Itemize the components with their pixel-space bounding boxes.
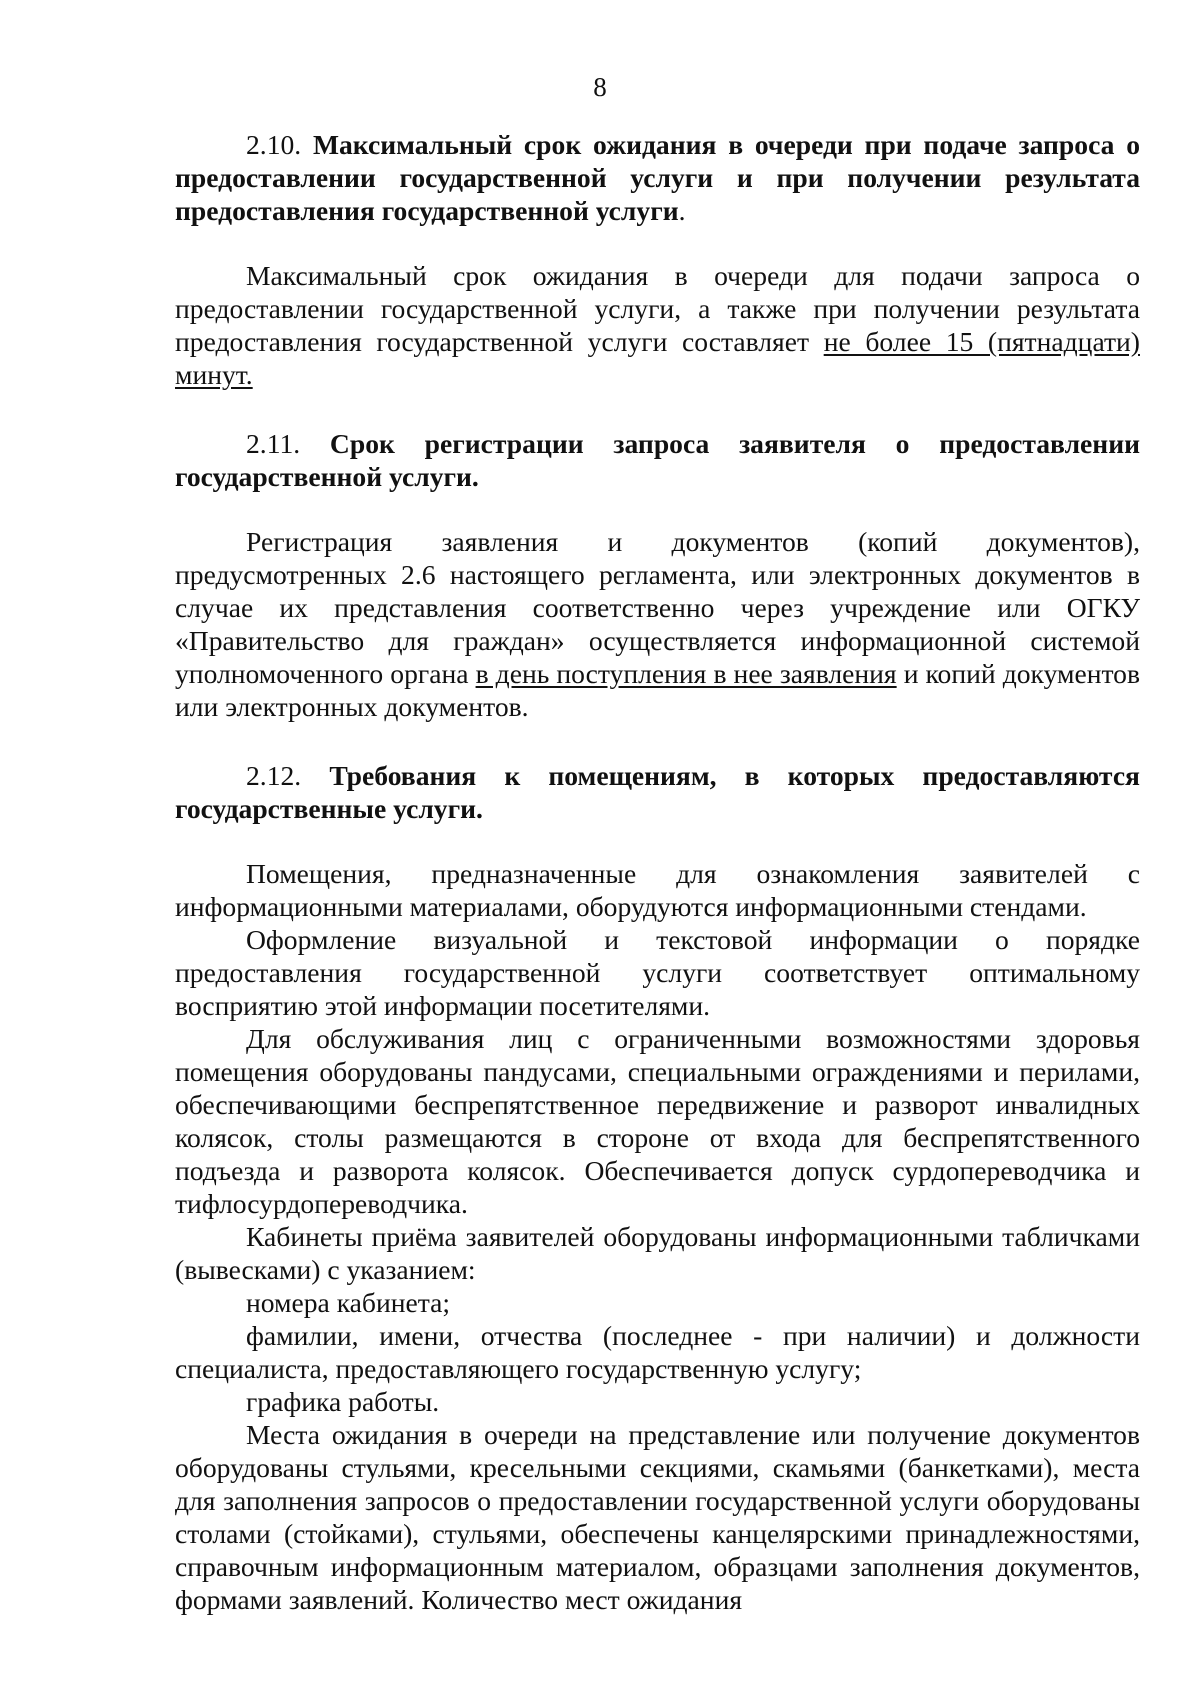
section-2-10-paragraph	[175, 259, 1140, 391]
list-item: номера кабинета;	[246, 1287, 451, 1318]
document-body	[175, 128, 1140, 1616]
list-item: фамилии, имени, отчества (последнее - при наличии) и должности специалиста, предоставляющего государственную услугу;	[175, 1320, 1140, 1384]
paragraph: Оформление визуальной и текстовой информации о порядке предоставления государственной услуги соответствует оптимальному восприятию этой информации посетителями.	[175, 924, 1140, 1021]
paragraph: Места ожидания в очереди на представление или получение документов оборудованы стульями, кресельными секциями, скамьями (банкетками), места для заполнения запросов о предоставлении государственной услуги оборудованы столами (стойками), стульями, обеспечены канцелярскими принадлежностями, справочным информационным материалом, образцами заполнения документов, формами заявлений. Количество мест ожидания	[175, 1419, 1140, 1615]
page-number: 8	[593, 72, 607, 102]
section-2-12-heading	[175, 759, 1140, 825]
paragraph: Помещения, предназначенные для ознакомления заявителей с информационными материалами, оборудуются информационными стендами.	[175, 858, 1140, 922]
paragraph-text: Максимальный срок ожидания в очереди для подачи запроса о предоставлении государственной услуги, а также при получении результата предоставления государственной услуги составляет	[175, 260, 1140, 357]
paragraph-text-end: и копий документов или электронных документов.	[175, 658, 1141, 722]
section-number: 2.12.	[246, 760, 302, 791]
section-2-11-paragraph	[175, 525, 1140, 723]
paragraph-text: Регистрация заявления и документов (копий документов), предусмотренных 2.6 настоящего регламента, или электронных документов в случае их представления соответственно через учреждение или ОГКУ «Правительство для граждан» осуществляется информационной системой уполномоченного органа	[175, 526, 1140, 689]
list-item: графика работы.	[246, 1386, 440, 1417]
section-heading-text: Максимальный срок ожидания в очереди при подаче запроса о предоставлении государственной услуги и при получении результата предоставления государственной услуги	[175, 129, 1140, 226]
section-2-10-heading	[175, 128, 1140, 227]
section-heading-text: Срок регистрации запроса заявителя о предоставлении государственной услуги.	[175, 428, 1140, 492]
section-2-11-heading	[175, 427, 1140, 493]
paragraph: Кабинеты приёма заявителей оборудованы информационными табличками (вывесками) с указанием:	[175, 1221, 1140, 1285]
underlined-text: в день поступления в нее заявления	[475, 658, 897, 689]
section-number: 2.11.	[246, 428, 301, 459]
underlined-text: не более 15 (пятнадцати) минут.	[175, 326, 1140, 390]
paragraph: Для обслуживания лиц с ограниченными возможностями здоровья помещения оборудованы пандусами, специальными ограждениями и перилами, обеспечивающими беспрепятственное передвижение и разворот инвалидных колясок, столы размещаются в стороне от входа для беспрепятственного подъезда и разворота колясок. Обеспечивается допуск сурдопереводчика и тифлосурдопереводчика.	[175, 1023, 1140, 1219]
heading-period: .	[678, 195, 686, 226]
section-number: 2.10.	[246, 129, 302, 160]
section-heading-text: Требования к помещениям, в которых предоставляются государственные услуги.	[175, 760, 1140, 824]
